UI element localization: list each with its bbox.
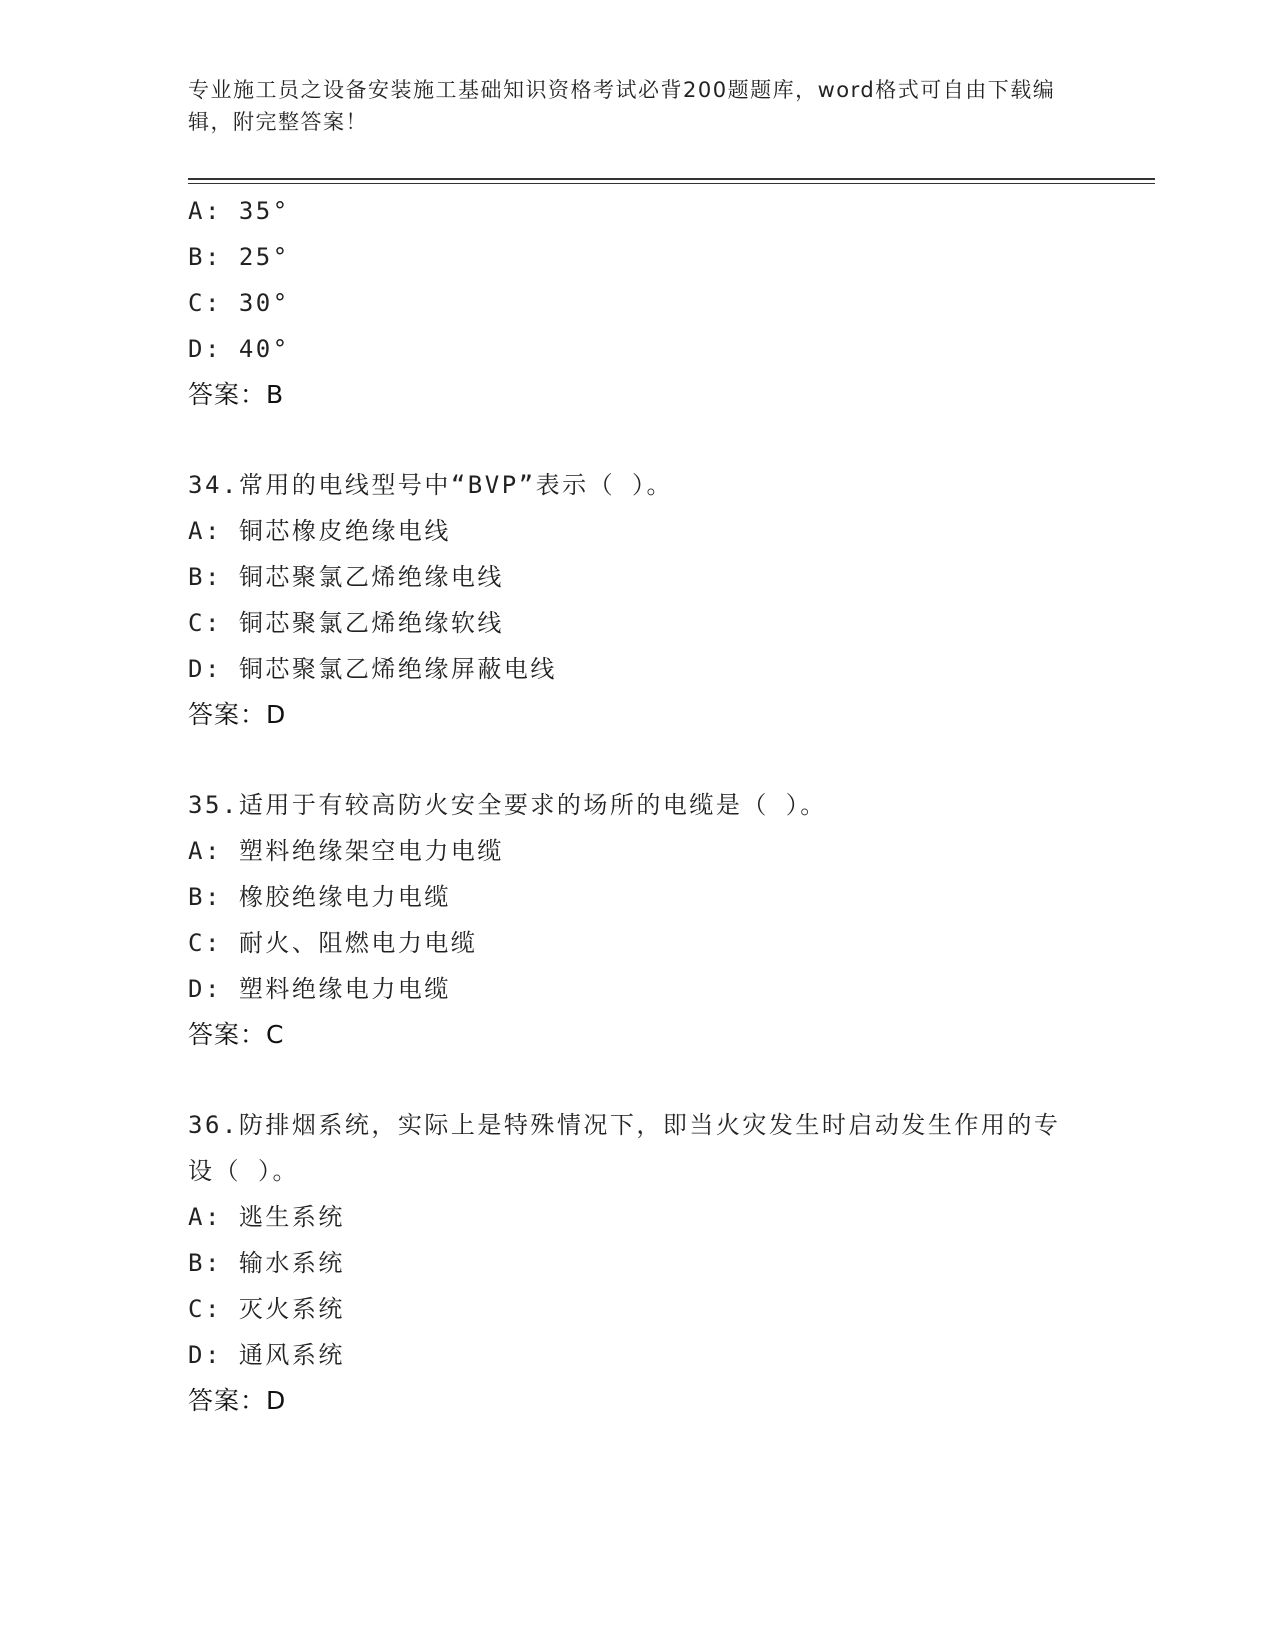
option-c: C: 30° <box>188 289 290 317</box>
option-a: A: 塑料绝缘架空电力电缆 <box>188 837 504 865</box>
answer-label: 答案：C <box>188 1020 285 1049</box>
option-a: A: 铜芯橡皮绝缘电线 <box>188 517 451 545</box>
option-b: B: 输水系统 <box>188 1249 345 1277</box>
option-d: D: 40° <box>188 335 290 363</box>
question-36-block <box>188 1102 1088 1424</box>
answer-label: 答案：D <box>188 1386 287 1415</box>
option-b: B: 25° <box>188 243 290 271</box>
answer-label: 答案：D <box>188 700 287 729</box>
option-d: D: 塑料绝缘电力电缆 <box>188 975 451 1003</box>
question-stem: 35.适用于有较高防火安全要求的场所的电缆是（ ）。 <box>188 791 827 819</box>
question-stem: 34.常用的电线型号中“BVP”表示（ ）。 <box>188 471 674 499</box>
question-stem: 36.防排烟系统，实际上是特殊情况下，即当火灾发生时启动发生作用的专设（ ）。 <box>188 1111 1061 1185</box>
question-34-block <box>188 462 1088 738</box>
header-divider-thick <box>188 178 1155 180</box>
option-a: A: 35° <box>188 197 290 225</box>
answer-label: 答案：B <box>188 380 285 409</box>
question-33-block <box>188 188 1088 418</box>
option-b: B: 铜芯聚氯乙烯绝缘电线 <box>188 563 504 591</box>
option-b: B: 橡胶绝缘电力电缆 <box>188 883 451 911</box>
option-d: D: 通风系统 <box>188 1341 345 1369</box>
option-d: D: 铜芯聚氯乙烯绝缘屏蔽电线 <box>188 655 557 683</box>
question-list <box>188 188 1088 1424</box>
option-c: C: 铜芯聚氯乙烯绝缘软线 <box>188 609 504 637</box>
option-c: C: 灭火系统 <box>188 1295 345 1323</box>
option-c: C: 耐火、阻燃电力电缆 <box>188 929 478 957</box>
header-divider-thin <box>188 183 1155 184</box>
document-header: 专业施工员之设备安装施工基础知识资格考试必背200题题库，word格式可自由下载编辑，附完整答案！ <box>188 78 1056 134</box>
option-a: A: 逃生系统 <box>188 1203 345 1231</box>
question-35-block <box>188 782 1088 1058</box>
